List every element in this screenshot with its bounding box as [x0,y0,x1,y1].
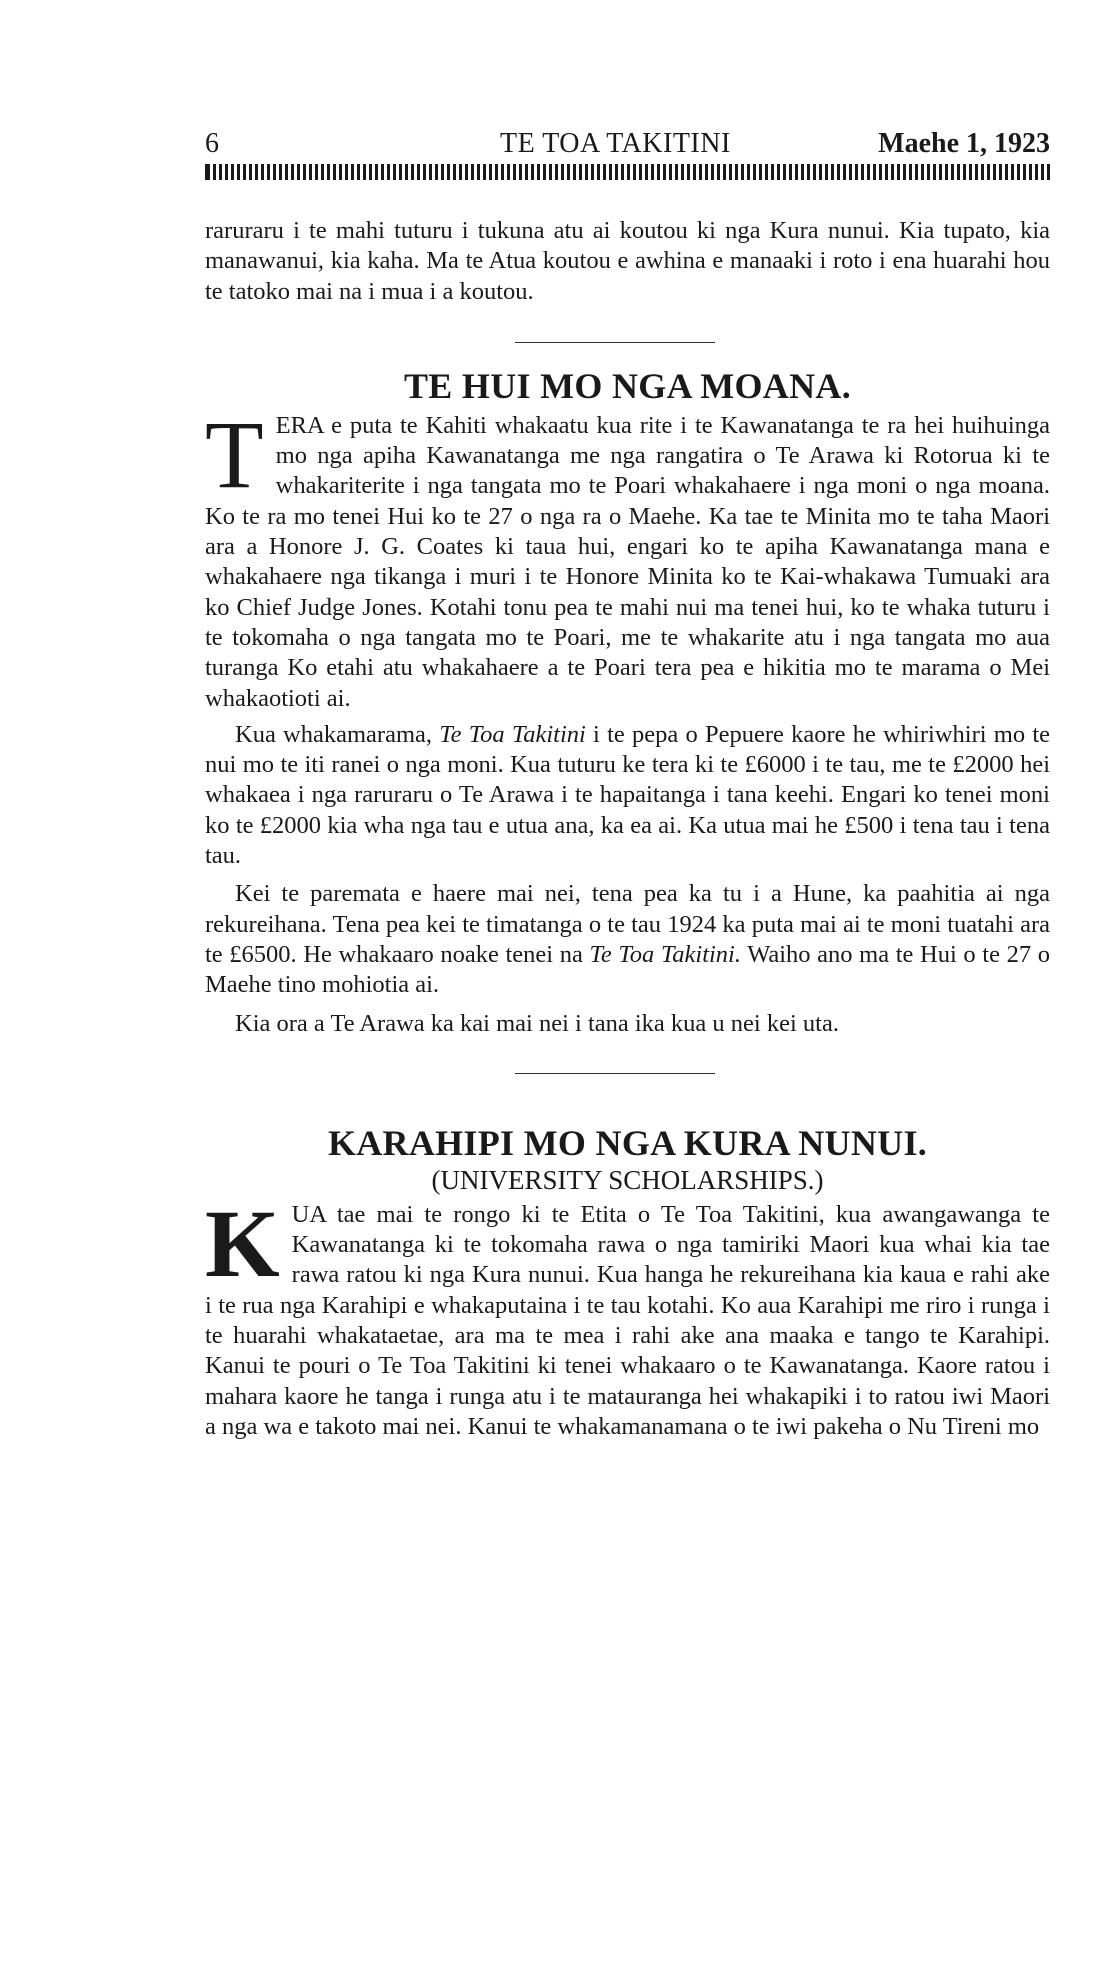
intro-paragraph: raruraru i te mahi tuturu i tukuna atu ai koutou ki nga Kura nunui. Kia tupato, kia manawanui, kia kaha. Ma te Atua koutou e awhina e manaaki i roto i ena huarahi hou te tatoko mai na i mua i a koutou. [205,217,1050,305]
article-heading-hui: TE HUI MO NGA MOANA. [404,365,851,406]
publication-title: TE TOA TAKITINI [500,128,731,159]
page-header [205,128,1050,162]
drop-cap-t: T [205,400,264,508]
page-number: 6 [205,128,219,159]
newspaper-page [205,128,1050,1442]
article-heading-karahipi: KARAHIPI MO NGA KURA NUNUI. [327,1122,928,1163]
article-hui-paragraph-3: Kei te paremata e haere mai nei, tena pea ka tu i a Hune, ka paahitia ai nga rekureihana. Tena pea kei te timatanga o te tau 1924 ka puta mai ai te moni tuatahi ara te £6500. He whakaaro noake tenei na Te Toa Takitini. Waiho ano ma te Hui o te 27 o Maehe tino mohiotia ai. [205,880,1050,999]
article-hui-paragraph-4: Kia ora a Te Arawa ka kai mai nei i tana ika kua u nei kei uta. [235,1009,839,1037]
drop-cap-k: K [205,1189,280,1297]
article-hui-paragraph-2: Kua whakamarama, Te Toa Takitini i te pepa o Pepuere kaore he whiriwhiri mo te nui mo te iti ranei o nga moni. Kua tuturu ke tera ki te £6000 i te tau, me te £2000 hei whakaea i nga raruraru o Te Arawa i te hapaitanga i tana keehi. Engari ko tenei moni ko te £2000 kia wha nga tau e utua ana, ka ea ai. Ka utua mai he £500 i tena tau i tena tau. [205,720,1050,870]
article-karahipi-paragraph-1: KUA tae mai te rongo ki te Etita o Te Toa Takitini, kua awangawanga te Kawanatanga ki te tokomaha rawa o nga tamiriki Maori kua whai kia tae rawa ratou ki nga Kura nunui. Kua hanga he rekureihana kia kaua e rahi ake i te rua nga Karahipi e whakaputaina i te tau kotahi. Ko aua Karahipi me riro i runga i te huarahi whakataetae, ara ma te mea i rahi ake ana maaka e tango te Karahipi. Kanui te pouri o Te Toa Takitini ki tenei whakaaro o te Kawanatanga. Kaore ratou i mahara kaore he tanga i runga atu i te matauranga hei whakapiki i to ratou iwi Maori a nga wa e takoto mai nei. Kanui te whakamanamana o te iwi pakeha o Nu Tireni mo [205,1189,1050,1440]
issue-date: Maehe 1, 1923 [878,128,1050,159]
article-hui-paragraph-1: TERA e puta te Kahiti whakaatu kua rite i te Kawanatanga te ra hei huihuinga mo nga apiha Kawanatanga me nga rangatira o Te Arawa ki Rotorua ki te whakariterite i nga tangata mo te Poari whakahaere i nga moni o nga moana. Ko te ra mo tenei Hui ko te 27 o nga ra o Maehe. Ka tae te Minita mo te taha Maori ara a Honore J. G. Coates ki taua hui, engari ko te apiha Kawanatanga mana e whakahaere nga tikanga i muri i te Honore Minita ko te Kai-whakawa Tumuaki ara ko Chief Judge Jones. Kotahi tonu pea te mahi nui ma tenei hui, ko te whaka tuturu i te tokomaha o nga tangata mo te Poari, me te whakarite atu i nga tangata mo aua turanga Ko etahi atu whakahaere a te Poari tera pea e hikitia mo te marama o Mei whakaotioti ai. [205,400,1050,712]
decorative-header-rule [205,164,1050,180]
article-subheading: (UNIVERSITY SCHOLARSHIPS.) [431,1164,824,1195]
